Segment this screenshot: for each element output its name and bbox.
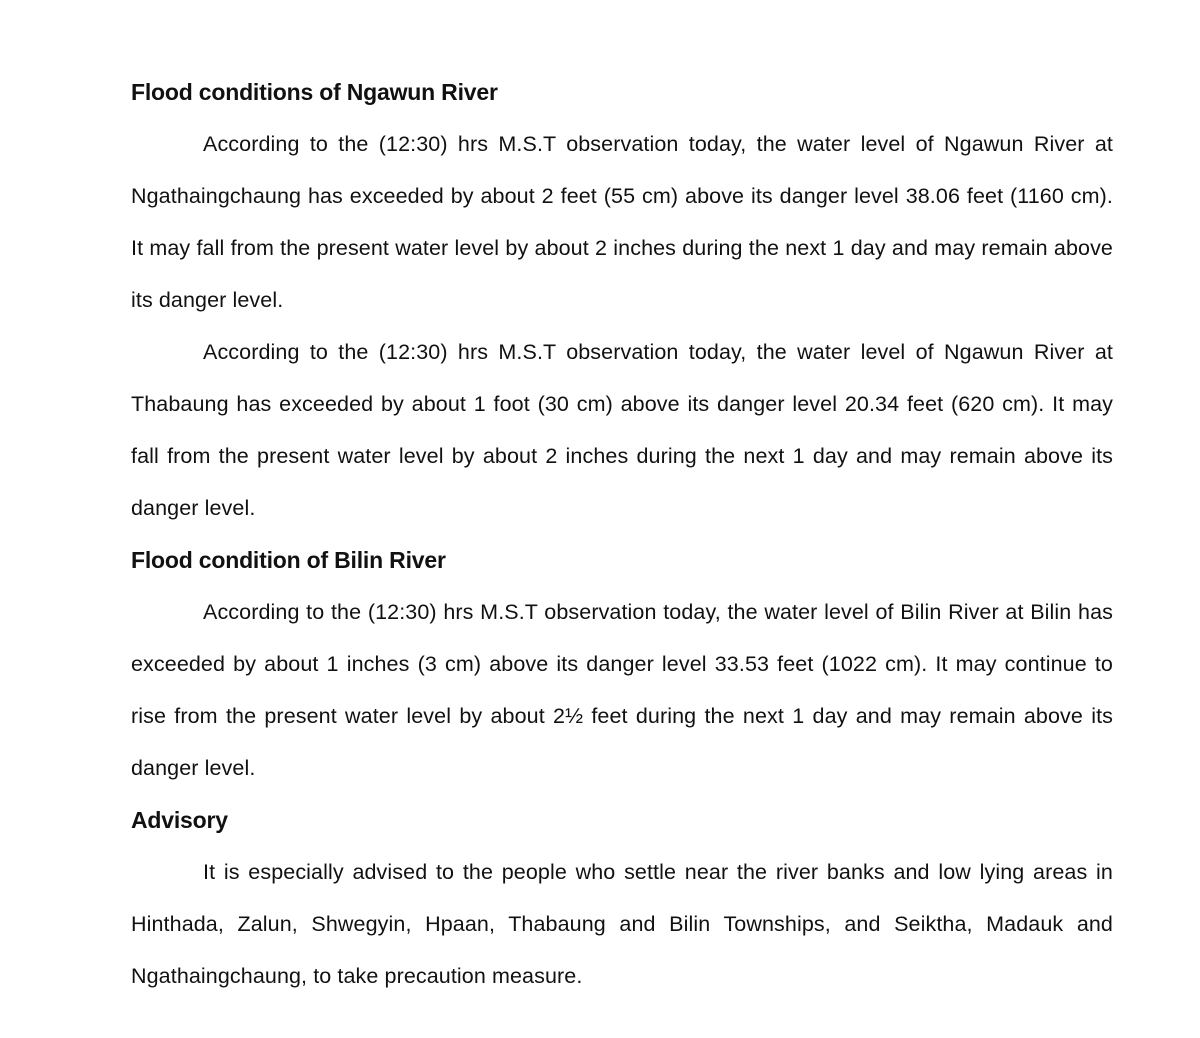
paragraph-thabaung: According to the (12:30) hrs M.S.T observation today, the water level of Ngawun River at Thabaung has exceeded by about 1 foot (30 cm) above its danger level 20.34 feet (620 cm). It may fall from the present water level by about 2 inches during the next 1 day and may remain above its danger level. xyxy=(131,340,1113,520)
paragraph-ngathaingchaung: According to the (12:30) hrs M.S.T observation today, the water level of Ngawun River at Ngathaingchaung has exceeded by about 2 feet (55 cm) above its danger level 38.06 feet (1160 cm). It may fall from the present water level by about 2 inches during the next 1 day and may remain above its danger level. xyxy=(131,132,1113,312)
document-page xyxy=(131,66,1113,1002)
paragraph-bilin: According to the (12:30) hrs M.S.T observation today, the water level of Bilin River at Bilin has exceeded by about 1 inches (3 cm) above its danger level 33.53 feet (1022 cm). It may continue to rise from the present water level by about 2½ feet during the next 1 day and may remain above its danger level. xyxy=(131,600,1113,780)
section-heading-advisory: Advisory xyxy=(131,807,228,833)
paragraph-advisory: It is especially advised to the people who settle near the river banks and low lying areas in Hinthada, Zalun, Shwegyin, Hpaan, Thabaung and Bilin Townships, and Seiktha, Madauk and Ngathaingchaung, to take precaution measure. xyxy=(131,860,1113,988)
section-heading-ngawun: Flood conditions of Ngawun River xyxy=(131,79,498,105)
section-heading-bilin: Flood condition of Bilin River xyxy=(131,547,446,573)
